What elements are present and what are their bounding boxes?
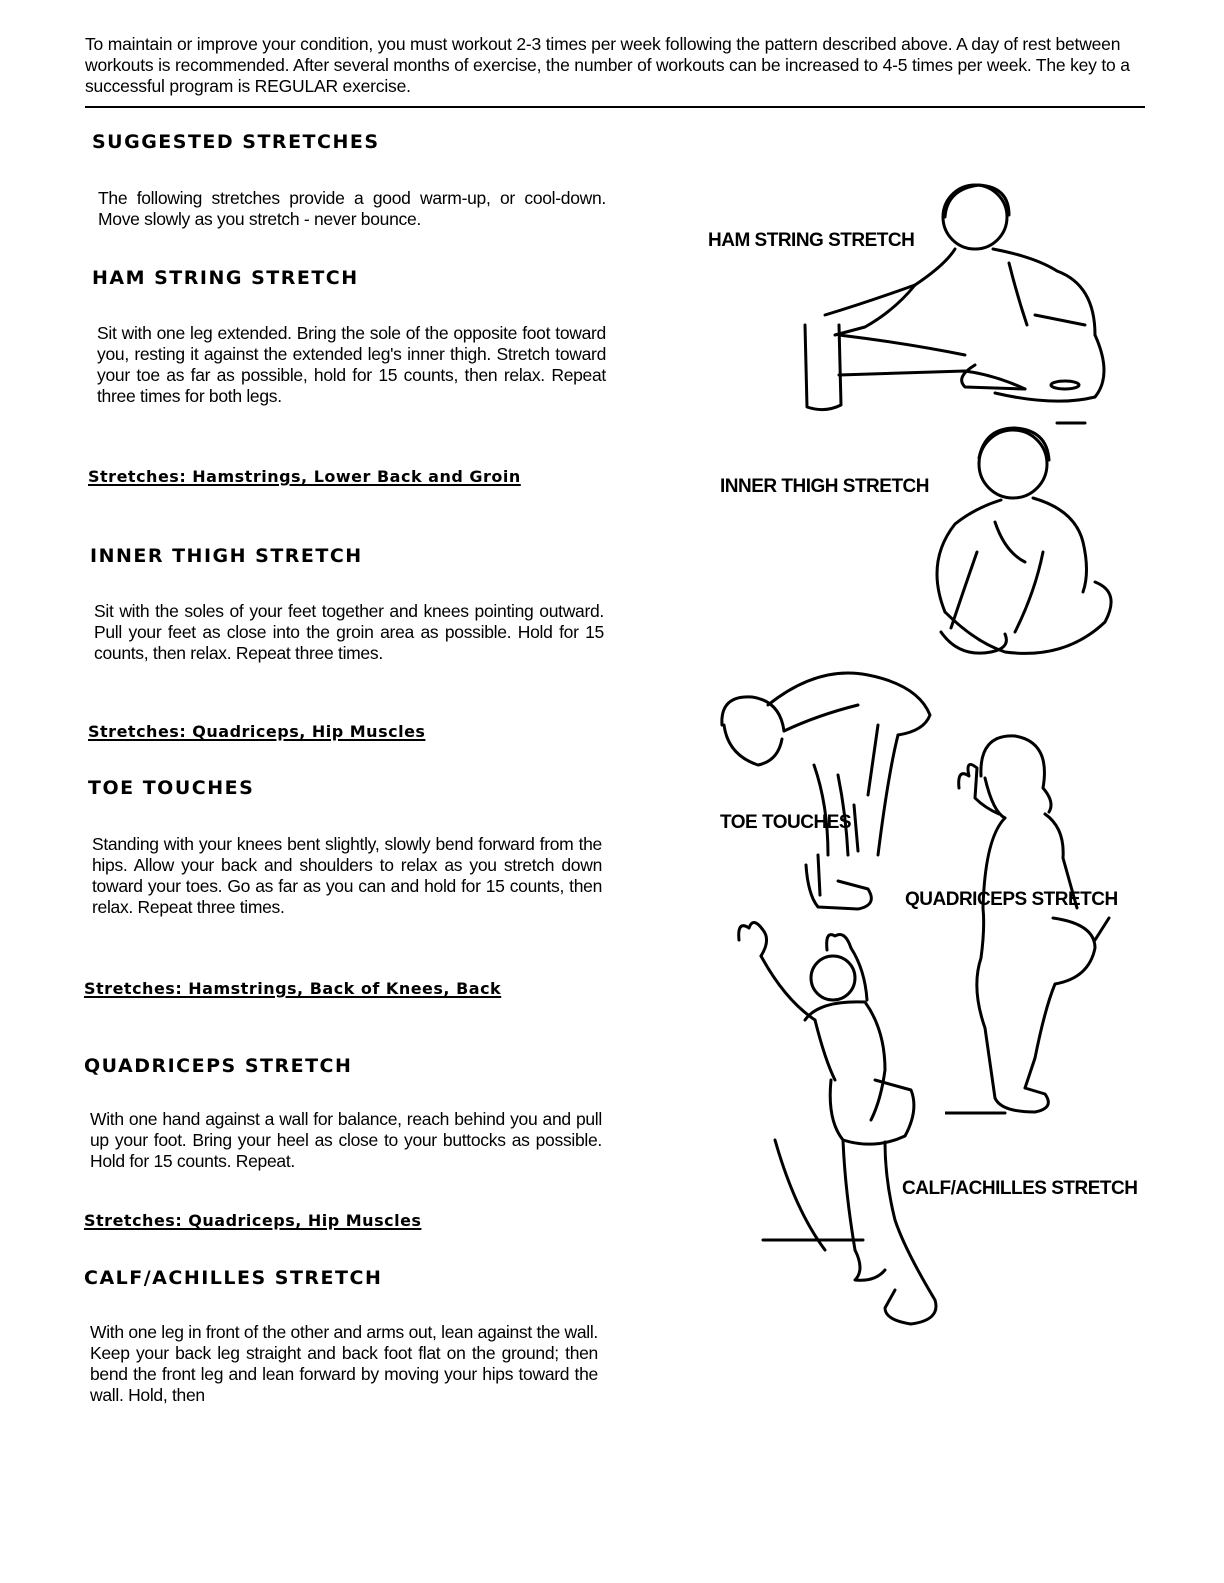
- quadriceps-stretch-figure-icon: [945, 728, 1145, 1128]
- inner-thigh-stretch-figure-icon: [915, 412, 1125, 667]
- quadriceps-stretches-muscles: Stretches: Quadriceps, Hip Muscles: [84, 1211, 422, 1230]
- heading-toe-touches: TOE TOUCHES: [88, 777, 255, 799]
- heading-ham-string-stretch: HAM STRING STRETCH: [92, 267, 359, 289]
- heading-quadriceps-stretch: QUADRICEPS STRETCH: [84, 1055, 353, 1077]
- toe-touch-figure-icon: [718, 655, 938, 915]
- ham-string-stretches-muscles: Stretches: Hamstrings, Lower Back and Groin: [88, 467, 521, 486]
- hamstring-stretch-figure-icon: [795, 175, 1125, 430]
- figure-label-ham-string: HAM STRING STRETCH: [708, 230, 915, 251]
- figure-label-quadriceps: QUADRICEPS STRETCH: [905, 889, 1118, 910]
- calf-stretch-figure-icon: [735, 920, 955, 1350]
- inner-thigh-stretches-muscles: Stretches: Quadriceps, Hip Muscles: [88, 722, 426, 741]
- toe-touches-stretches-muscles: Stretches: Hamstrings, Back of Knees, Back: [84, 979, 502, 998]
- divider-rule: [85, 106, 1145, 108]
- heading-suggested-stretches: SUGGESTED STRETCHES: [92, 131, 380, 153]
- ham-string-stretch-text: Sit with one leg extended. Bring the sole of the opposite foot toward you, resting it against the extended leg's inner thigh. Stretch toward your toe as far as possible, hold for 15 counts, then relax. Repeat three times for both legs.: [97, 323, 606, 406]
- toe-touches-text: Standing with your knees bent slightly, slowly bend forward from the hips. Allow your back and shoulders to relax as you stretch down toward your toes. Go as far as you can and hold for 15 counts, then relax. Repeat three times.: [92, 834, 602, 917]
- figure-label-inner-thigh: INNER THIGH STRETCH: [720, 476, 929, 497]
- suggested-stretches-text: The following stretches provide a good warm-up, or cool-down. Move slowly as you stretch - never bounce.: [98, 188, 606, 229]
- inner-thigh-stretch-text: Sit with the soles of your feet together and knees pointing outward. Pull your feet as close into the groin area as possible. Hold for 15 counts, then relax. Repeat three times.: [94, 601, 604, 663]
- intro-paragraph: To maintain or improve your condition, you must workout 2-3 times per week following the pattern described above. A day of rest between workouts is recommended. After several months of exercise, the number of workouts can be increased to 4-5 times per week. The key to a successful program is REGULAR exercise.: [85, 34, 1130, 96]
- calf-achilles-stretch-text: With one leg in front of the other and arms out, lean against the wall. Keep your back leg straight and back foot flat on the ground; then bend the front leg and lean forward by moving your hips toward the wall. Hold, then: [90, 1322, 598, 1405]
- quadriceps-stretch-text: With one hand against a wall for balance, reach behind you and pull up your foot. Bring your heel as close to your buttocks as possible. Hold for 15 counts. Repeat.: [90, 1109, 602, 1171]
- figure-label-toe-touches: TOE TOUCHES: [720, 812, 852, 833]
- figure-label-calf-achilles: CALF/ACHILLES STRETCH: [902, 1178, 1138, 1199]
- heading-inner-thigh-stretch: INNER THIGH STRETCH: [90, 545, 363, 567]
- heading-calf-achilles-stretch: CALF/ACHILLES STRETCH: [84, 1267, 383, 1289]
